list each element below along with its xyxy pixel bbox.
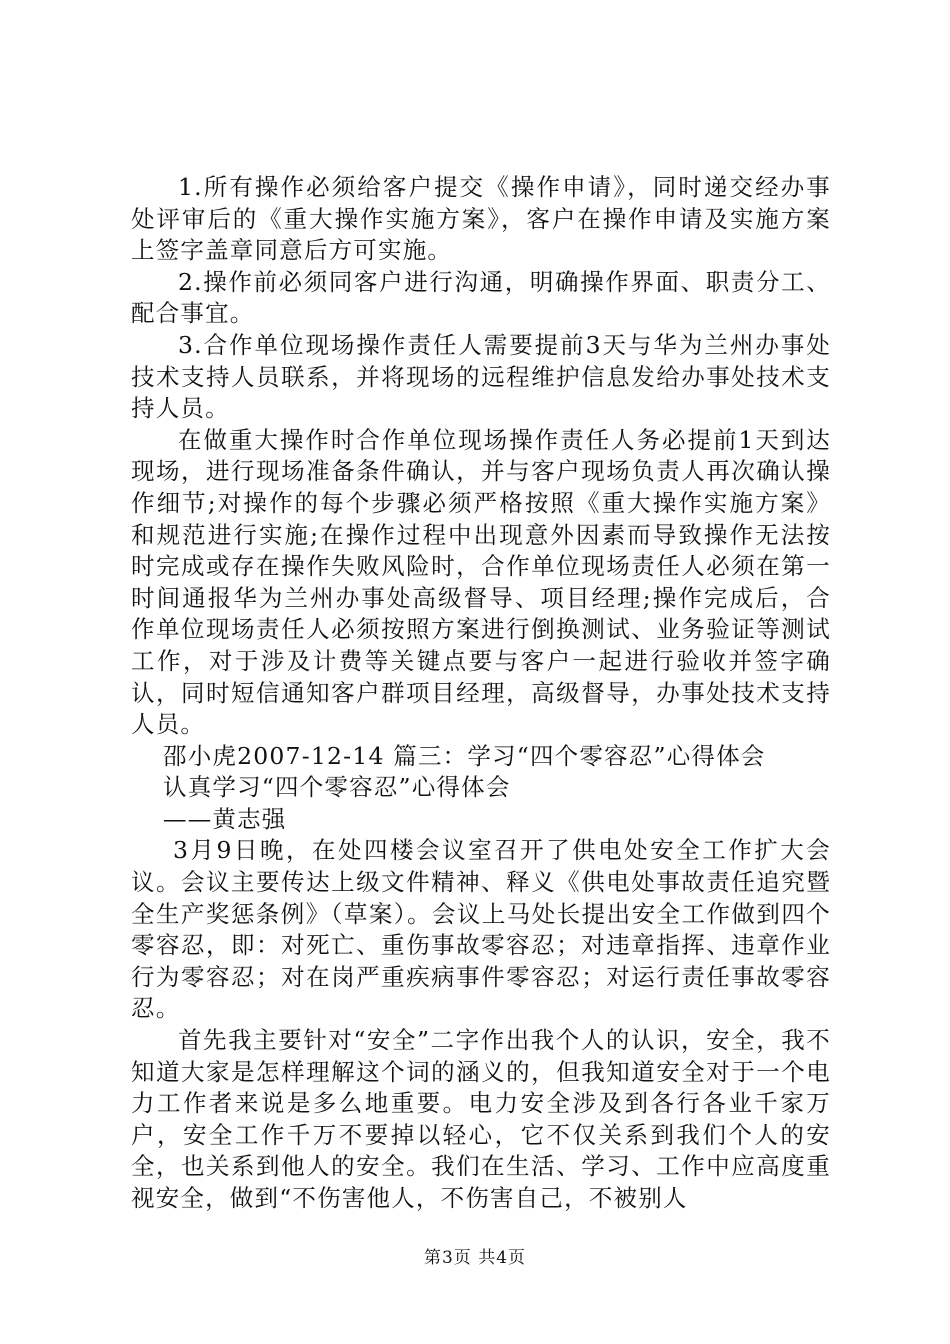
author-line: ——黄志强 [163, 804, 287, 833]
paragraph-operation-details: 在做重大操作时合作单位现场操作责任人务必提前1天到达现场，进行现场准备条件确认，并与客户现场负责人再次确认操作细节;对操作的每个步骤必须严格按照《重大操作实施方案》和规范进行实施;在操作过程中出现意外因素而导致操作无法按时完成或存在操作失败风险时，合作单位现场责任人必须在第一时间通报华为兰州办事处高级督导、项目经理;操作完成后，合作单位现场责任人必须按照方案进行倒换测试、业务验证等测试工作，对于涉及计费等关键点要与客户一起进行验收并签字确认，同时短信通知客户群项目经理，高级督导，办事处技术支持人员。 [131, 425, 831, 739]
page-footer: 第3页 共4页 [423, 1248, 527, 1268]
paragraph-meeting: 3月9日晚，在处四楼会议室召开了供电处安全工作扩大会议。会议主要传达上级文件精神、释义《供电处事故责任追究暨全生产奖惩条例》（草案）。会议上马处长提出安全工作做到四个零容忍，即：对死亡、重伤事故零容忍；对违章指挥、违章作业行为零容忍；对在岗严重疾病事件零容忍；对运行责任事故零容忍。 [131, 836, 831, 1023]
paragraph-safety: 首先我主要针对“安全”二字作出我个人的认识，安全，我不知道大家是怎样理解这个词的涵义的，但我知道安全对于一个电力工作者来说是多么地重要。电力安全涉及到各行各业千家万户，安全工作千万不要掉以轻心，它不仅关系到我们个人的安全，也关系到他人的安全。我们在生活、学习、工作中应高度重视安全，做到“不伤害他人，不伤害自己，不被别人 [131, 1026, 831, 1212]
paragraph-item-1: 1.所有操作必须给客户提交《操作申请》，同时递交经办事处评审后的《重大操作实施方案》，客户在操作申请及实施方案上签字盖章同意后方可实施。 [131, 173, 831, 265]
document-body [131, 172, 831, 1215]
article-title: 认真学习“四个零容忍”心得体会 [163, 773, 511, 802]
paragraph-item-2: 2.操作前必须同客户进行沟通，明确操作界面、职责分工、配合事宜。 [131, 267, 831, 328]
signature-line: 邵小虎2007-12-14 篇三：学习“四个零容忍”心得体会 [163, 741, 766, 770]
paragraph-item-3: 3.合作单位现场操作责任人需要提前3天与华为兰州办事处技术支持人员联系，并将现场的远程维护信息发给办事处技术支持人员。 [131, 330, 831, 423]
